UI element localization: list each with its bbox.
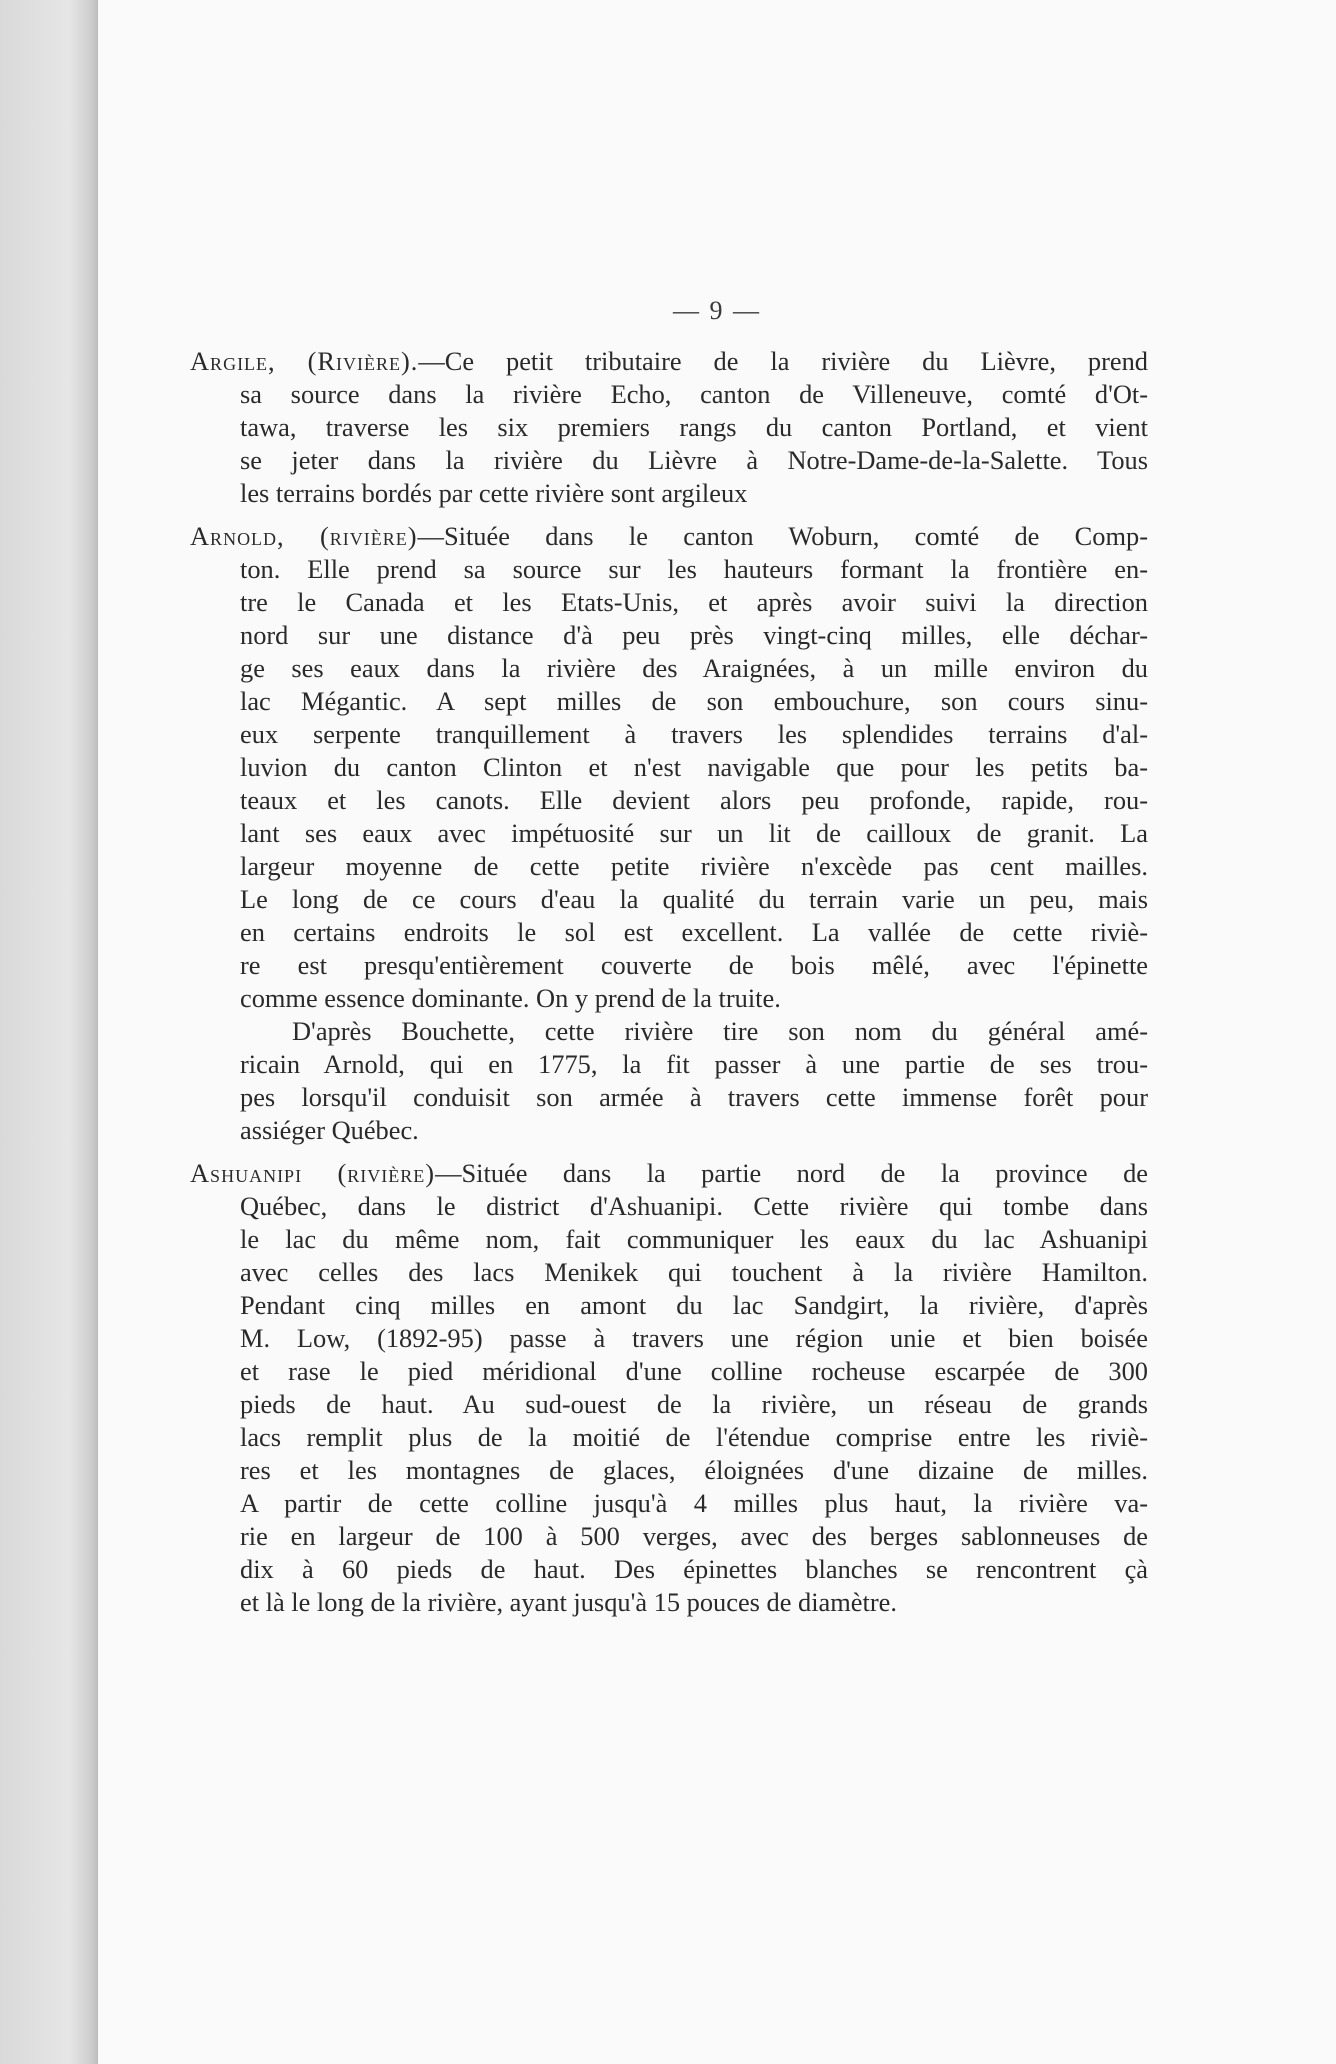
- entry-line: re est presqu'entièrement couverte de bois mêlé, avec l'épinette: [240, 950, 1148, 980]
- entry-line: le lac du même nom, fait communiquer les eaux du lac Ashuanipi: [240, 1224, 1148, 1254]
- entry-line: A partir de cette colline jusqu'à 4 milles plus haut, la rivière va-: [240, 1488, 1148, 1518]
- entry-line: D'après Bouchette, cette rivière tire son nom du général amé-: [292, 1016, 1148, 1046]
- entry-line: eux serpente tranquillement à travers les splendides terrains d'al-: [240, 719, 1148, 749]
- entry-ashuanipi: [190, 1157, 1148, 1619]
- entry-line: lac Mégantic. A sept milles de son embouchure, son cours sinu-: [240, 686, 1148, 716]
- entry-line: dix à 60 pieds de haut. Des épinettes blanches se rencontrent çà: [240, 1554, 1148, 1584]
- entry-line: Le long de ce cours d'eau la qualité du terrain varie un peu, mais: [240, 884, 1148, 914]
- entry-line: se jeter dans la rivière du Lièvre à Notre-Dame-de-la-Salette. Tous: [240, 445, 1148, 475]
- entry-arnold: [190, 520, 1148, 1147]
- entry-line: lant ses eaux avec impétuosité sur un lit de cailloux de granit. La: [240, 818, 1148, 848]
- entry-line: pieds de haut. Au sud-ouest de la rivière, un réseau de grands: [240, 1389, 1148, 1419]
- entry-line: res et les montagnes de glaces, éloignées d'une dizaine de milles.: [240, 1455, 1148, 1485]
- entry-line: largeur moyenne de cette petite rivière n'excède pas cent mailles.: [240, 851, 1148, 881]
- entry-line: assiéger Québec.: [240, 1115, 419, 1145]
- entry-line: nord sur une distance d'à peu près vingt-cinq milles, elle déchar-: [240, 620, 1148, 650]
- page: [98, 0, 1336, 2064]
- entry-line: tawa, traverse les six premiers rangs du canton Portland, et vient: [240, 412, 1148, 442]
- page-number: — 9 —: [673, 296, 761, 325]
- entry-line: teaux et les canots. Elle devient alors peu profonde, rapide, rou-: [240, 785, 1148, 815]
- entry-line: Québec, dans le district d'Ashuanipi. Cette rivière qui tombe dans: [240, 1191, 1148, 1221]
- entry-line: comme essence dominante. On y prend de la truite.: [240, 983, 781, 1013]
- entry-line: ge ses eaux dans la rivière des Araignées, à un mille environ du: [240, 653, 1148, 683]
- entry-line: les terrains bordés par cette rivière sont argileux: [240, 478, 748, 508]
- entry-head: Ashuanipi: [190, 1158, 303, 1188]
- entry-line: tre le Canada et les Etats-Unis, et après avoir suivi la direction: [240, 587, 1148, 617]
- entry-argile: [190, 345, 1148, 510]
- entry-line: et là le long de la rivière, ayant jusqu'à 15 pouces de diamètre.: [240, 1587, 897, 1617]
- entry-line: lacs remplit plus de la moitié de l'étendue comprise entre les riviè-: [240, 1422, 1148, 1452]
- book-spine-edge: [0, 0, 98, 2064]
- entry-tag: (rivière): [337, 1158, 436, 1188]
- entry-line: ton. Elle prend sa source sur les hauteurs formant la frontière en-: [240, 554, 1148, 584]
- entry-line: M. Low, (1892-95) passe à travers une région unie et bien boisée: [240, 1323, 1148, 1353]
- entry-line: ricain Arnold, qui en 1775, la fit passer à une partie de ses trou-: [240, 1049, 1148, 1079]
- entry-line: Pendant cinq milles en amont du lac Sandgirt, la rivière, d'après: [240, 1290, 1148, 1320]
- entry-head: Argile,: [190, 346, 276, 376]
- entry-line: rie en largeur de 100 à 500 verges, avec des berges sablonneuses de: [240, 1521, 1148, 1551]
- entry-line: pes lorsqu'il conduisit son armée à travers cette immense forêt pour: [240, 1082, 1148, 1112]
- entry-line: luvion du canton Clinton et n'est navigable que pour les petits ba-: [240, 752, 1148, 782]
- text-body: [190, 345, 1148, 1629]
- entry-line: sa source dans la rivière Echo, canton de Villeneuve, comté d'Ot-: [240, 379, 1148, 409]
- entry-line: —Située dans la partie nord de la province de: [435, 1158, 1148, 1188]
- entry-line: en certains endroits le sol est excellent. La vallée de cette riviè-: [240, 917, 1148, 947]
- entry-line: —Située dans le canton Woburn, comté de Comp-: [417, 521, 1148, 551]
- entry-line: —Ce petit tributaire de la rivière du Lièvre, prend: [418, 346, 1148, 376]
- entry-head: Arnold,: [190, 521, 285, 551]
- entry-tag: (Rivière).: [307, 346, 419, 376]
- entry-line: et rase le pied méridional d'une colline rocheuse escarpée de 300: [240, 1356, 1148, 1386]
- entry-tag: (rivière): [319, 521, 418, 551]
- entry-line: avec celles des lacs Menikek qui touchent à la rivière Hamilton.: [240, 1257, 1148, 1287]
